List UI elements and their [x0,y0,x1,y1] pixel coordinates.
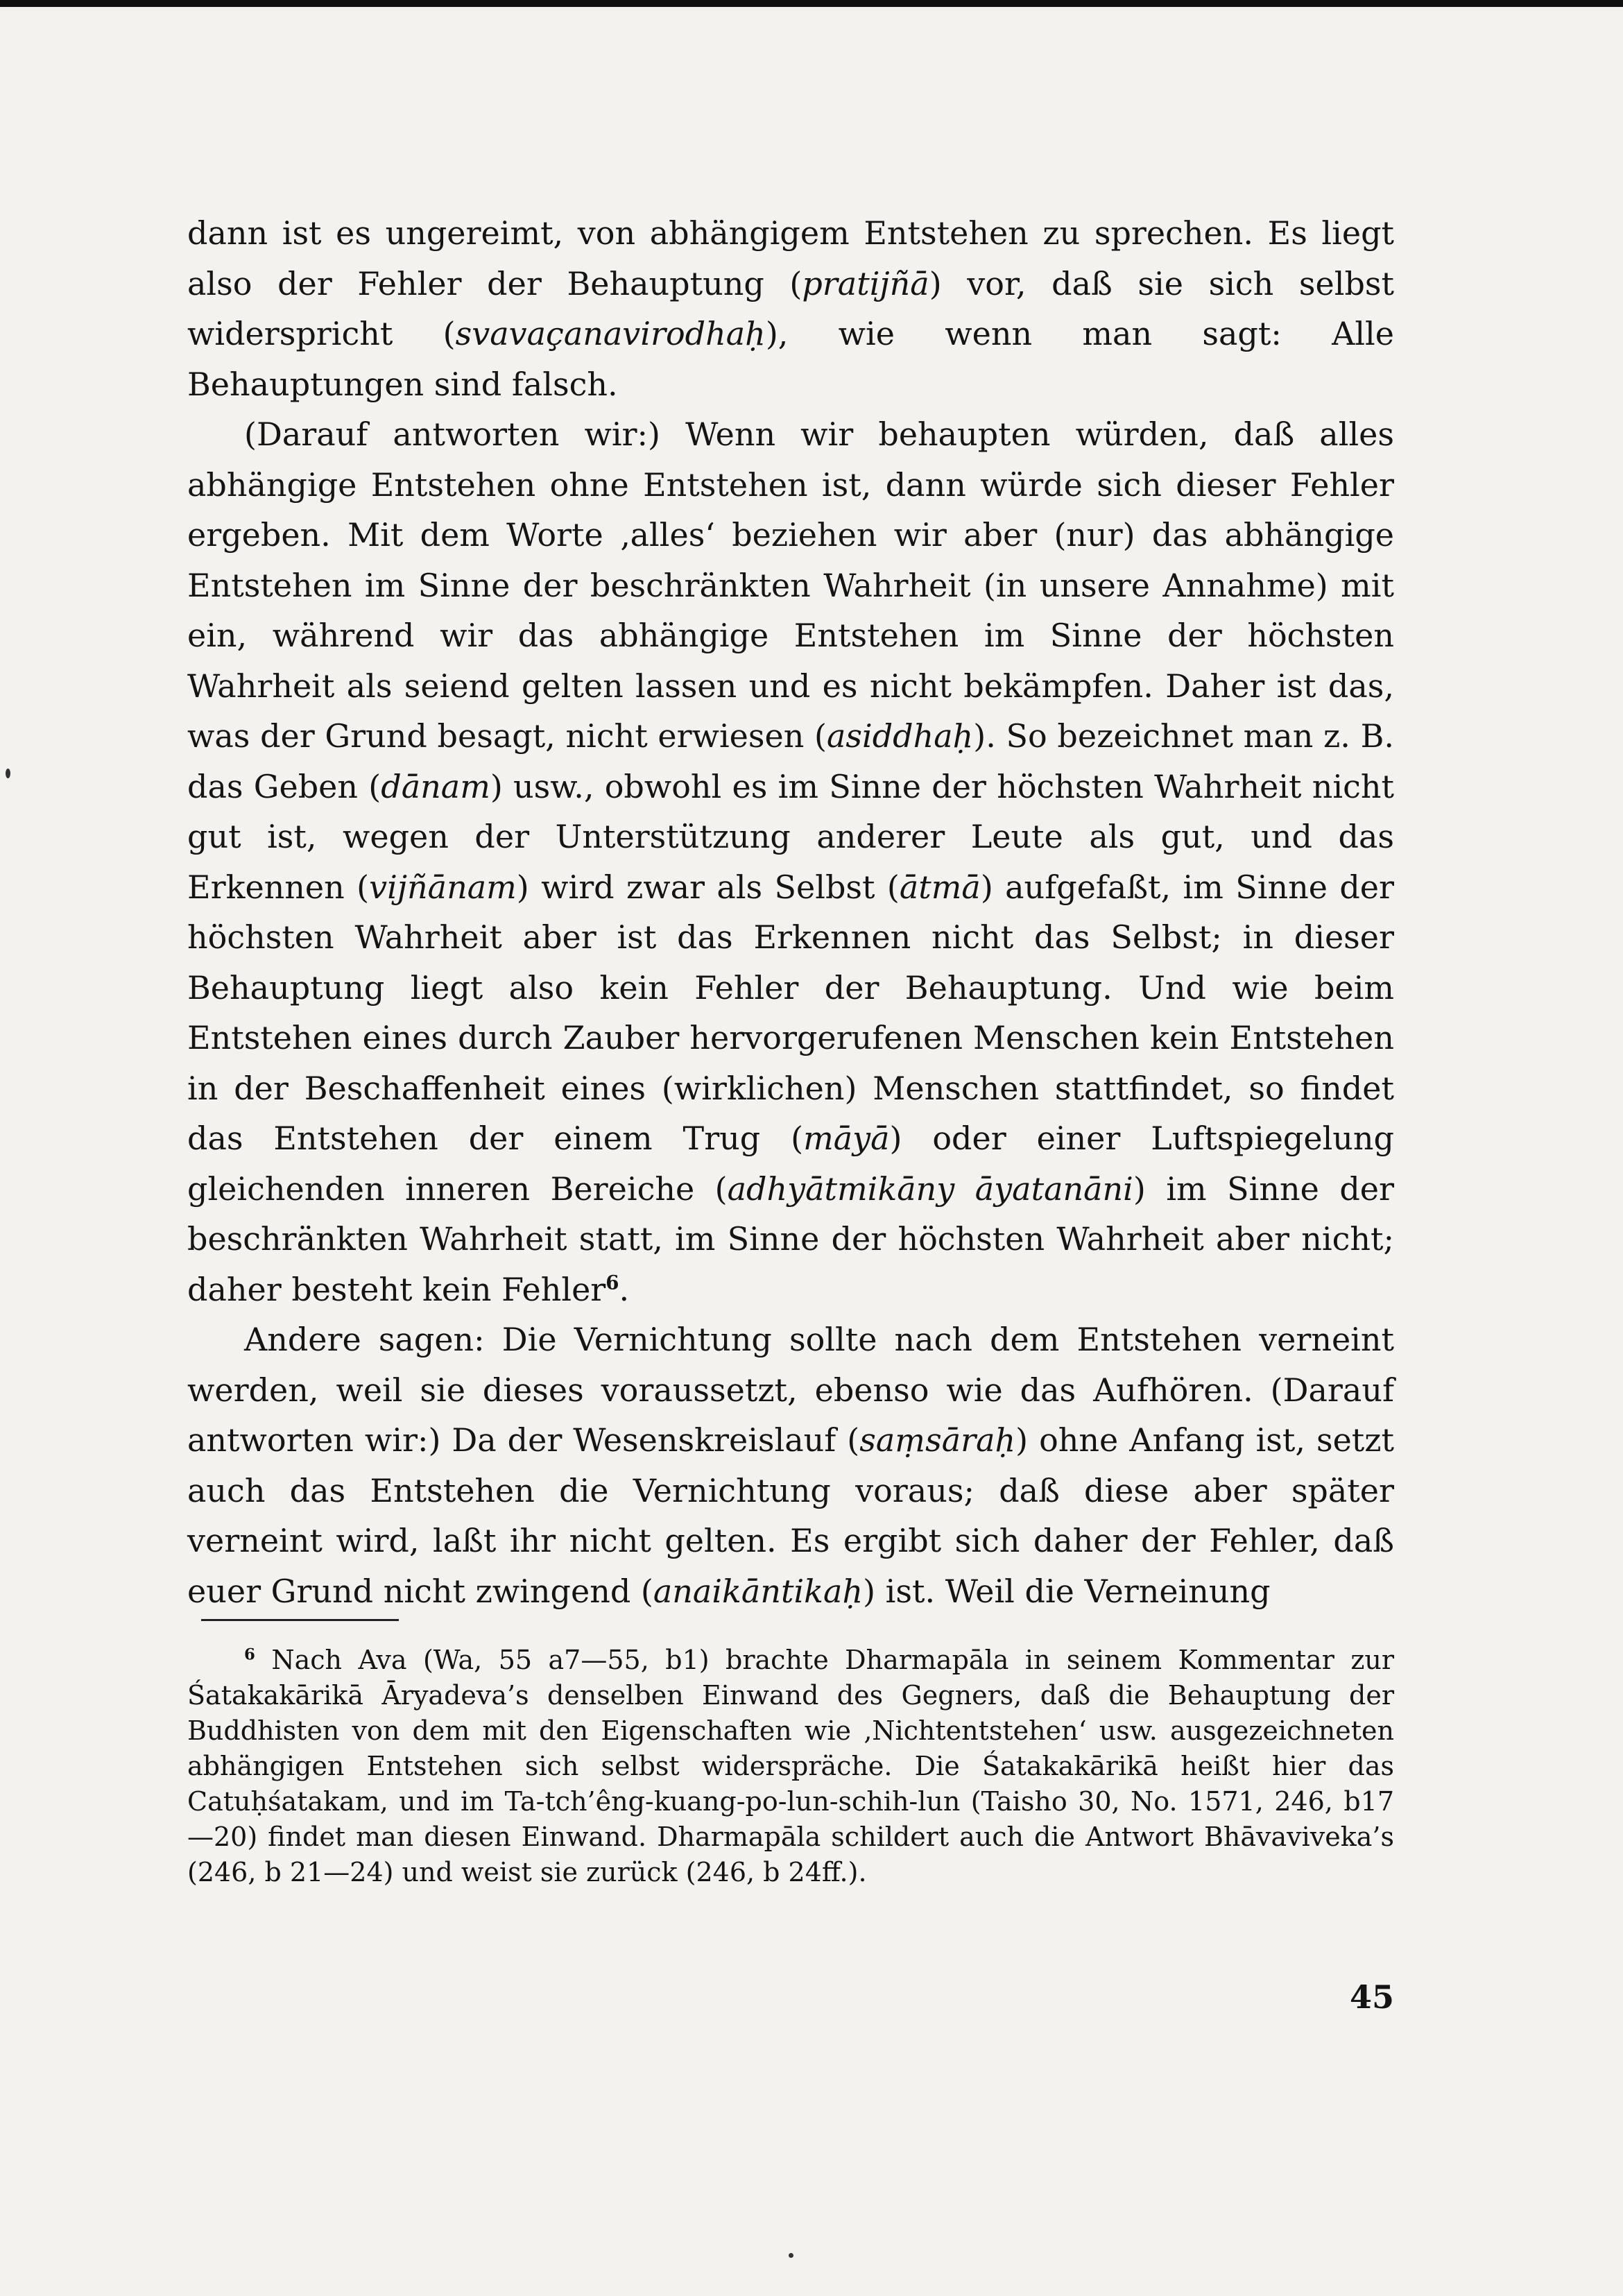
footnote-reference: 6 [606,1271,619,1294]
paragraph-3 [187,1314,1394,1616]
text-run: dann ist es ungereimt, von abhängigem Entstehen zu sprechen. Es liegt also der Fehler der Behauptung ( [187,214,1394,302]
page-number: 45 [1349,1978,1394,2016]
scan-top-edge [0,0,1623,7]
footnote-separator [201,1619,399,1621]
scan-speck [789,2253,793,2258]
text-run: . [619,1270,630,1308]
text-run: ) usw., obwohl es im Sinne der höchsten Wahrheit nicht gut ist, wegen der Unterstützung anderer Leute als gut, und das Erkennen ( [187,767,1395,906]
text-run: ) vor, daß sie sich selbst widerspricht ( [187,264,1394,352]
italic-term: ātmā [899,868,981,906]
italic-term: dānam [381,767,490,805]
footnote-6 [187,1643,1394,1890]
text-run: ) aufgefaßt, im Sinne der höchsten Wahrheit aber ist das Erkennen nicht das Selbst; in dieser Behauptung liegt also kein Fehler der Behauptung. Und wie beim Entstehen eines durch Zauber hervorgerufenen Menschen kein Entstehen in der Beschaffenheit eines (wirklichen) Menschen stattfindet, so findet das Entstehen der einem Trug ( [187,868,1394,1157]
text-run: ) ohne Anfang ist, setzt auch das Entstehen die Vernichtung voraus; daß diese aber später verneint wird, laßt ihr nicht gelten. Es ergibt sich daher der Fehler, daß euer Grund nicht zwingend ( [187,1421,1394,1610]
italic-term: saṃsāraḥ [859,1421,1016,1459]
italic-term: asiddhaḥ [826,717,974,755]
footnotes [187,1643,1394,1890]
text-run: (Darauf antworten wir:) Wenn wir behaupten würden, daß alles abhängige Entstehen ohne Entstehen ist, dann würde sich dieser Fehler ergeben. Mit dem Worte ‚alles‘ beziehen wir aber (nur) das abhängige Entstehen im Sinne der beschränkten Wahrheit (in unsere Annahme) mit ein, während wir das abhängige Entstehen im Sinne der höchsten Wahrheit als seiend gelten lassen und es nicht bekämpfen. Daher ist das, was der Grund besagt, nicht erwiesen ( [187,415,1394,755]
paragraph-1 [187,208,1394,409]
text-run: Andere sagen: Die Vernichtung sollte nach dem Entstehen verneint werden, weil sie dieses voraussetzt, ebenso wie das Aufhören. (Darauf antworten wir:) Da der Wesenskreislauf ( [187,1321,1394,1459]
footnote-text: Nach Ava (Wa, 55 a7—55, b1) brachte Dharmapāla in seinem Kommentar zur Śatakakārikā Āryadeva’s denselben Einwand des Gegners, daß die Behauptung der Buddhisten von dem mit den Eigenschaften wie ‚Nichtentstehen‘ usw. ausgezeichneten abhängigen Entstehen sich selbst widerspräche. Die Śatakakārikā heißt hier das Catuḥśatakam, und im Ta-tch’êng-kuang-po-lun-schih-lun (Taisho 30, No. 1571, 246, b17—20) findet man diesen Einwand. Dharmapāla schildert auch die Antwort Bhāvaviveka’s (246, b 21—24) und weist sie zurück (246, b 24ff.). [187,1645,1394,1887]
italic-term: anaikāntikaḥ [653,1572,864,1610]
italic-term: māyā [803,1120,890,1157]
italic-term: vijñānam [369,868,517,906]
text-run: ), wie wenn man sagt: Alle Behauptungen sind falsch. [187,315,1394,403]
footnote-mark: 6 [244,1645,255,1664]
scan-speck [6,769,10,778]
text-run: ) ist. Weil die Verneinung [863,1572,1271,1610]
main-text [187,208,1394,1616]
italic-term: adhyātmikāny āyatanāni [727,1170,1133,1208]
text-run: ) oder einer Luftspiegelung gleichenden inneren Bereiche ( [187,1120,1394,1208]
italic-term: pratijñā [802,264,929,302]
text-run: ) im Sinne der beschränkten Wahrheit statt, im Sinne der höchsten Wahrheit aber nicht; daher besteht kein Fehler [187,1170,1394,1308]
paragraph-2 [187,409,1394,1314]
text-run: ). So bezeichnet man z. B. das Geben ( [187,717,1394,805]
italic-term: svavaçanavirodhaḥ [455,315,766,352]
text-run: ) wird zwar als Selbst ( [516,868,900,906]
